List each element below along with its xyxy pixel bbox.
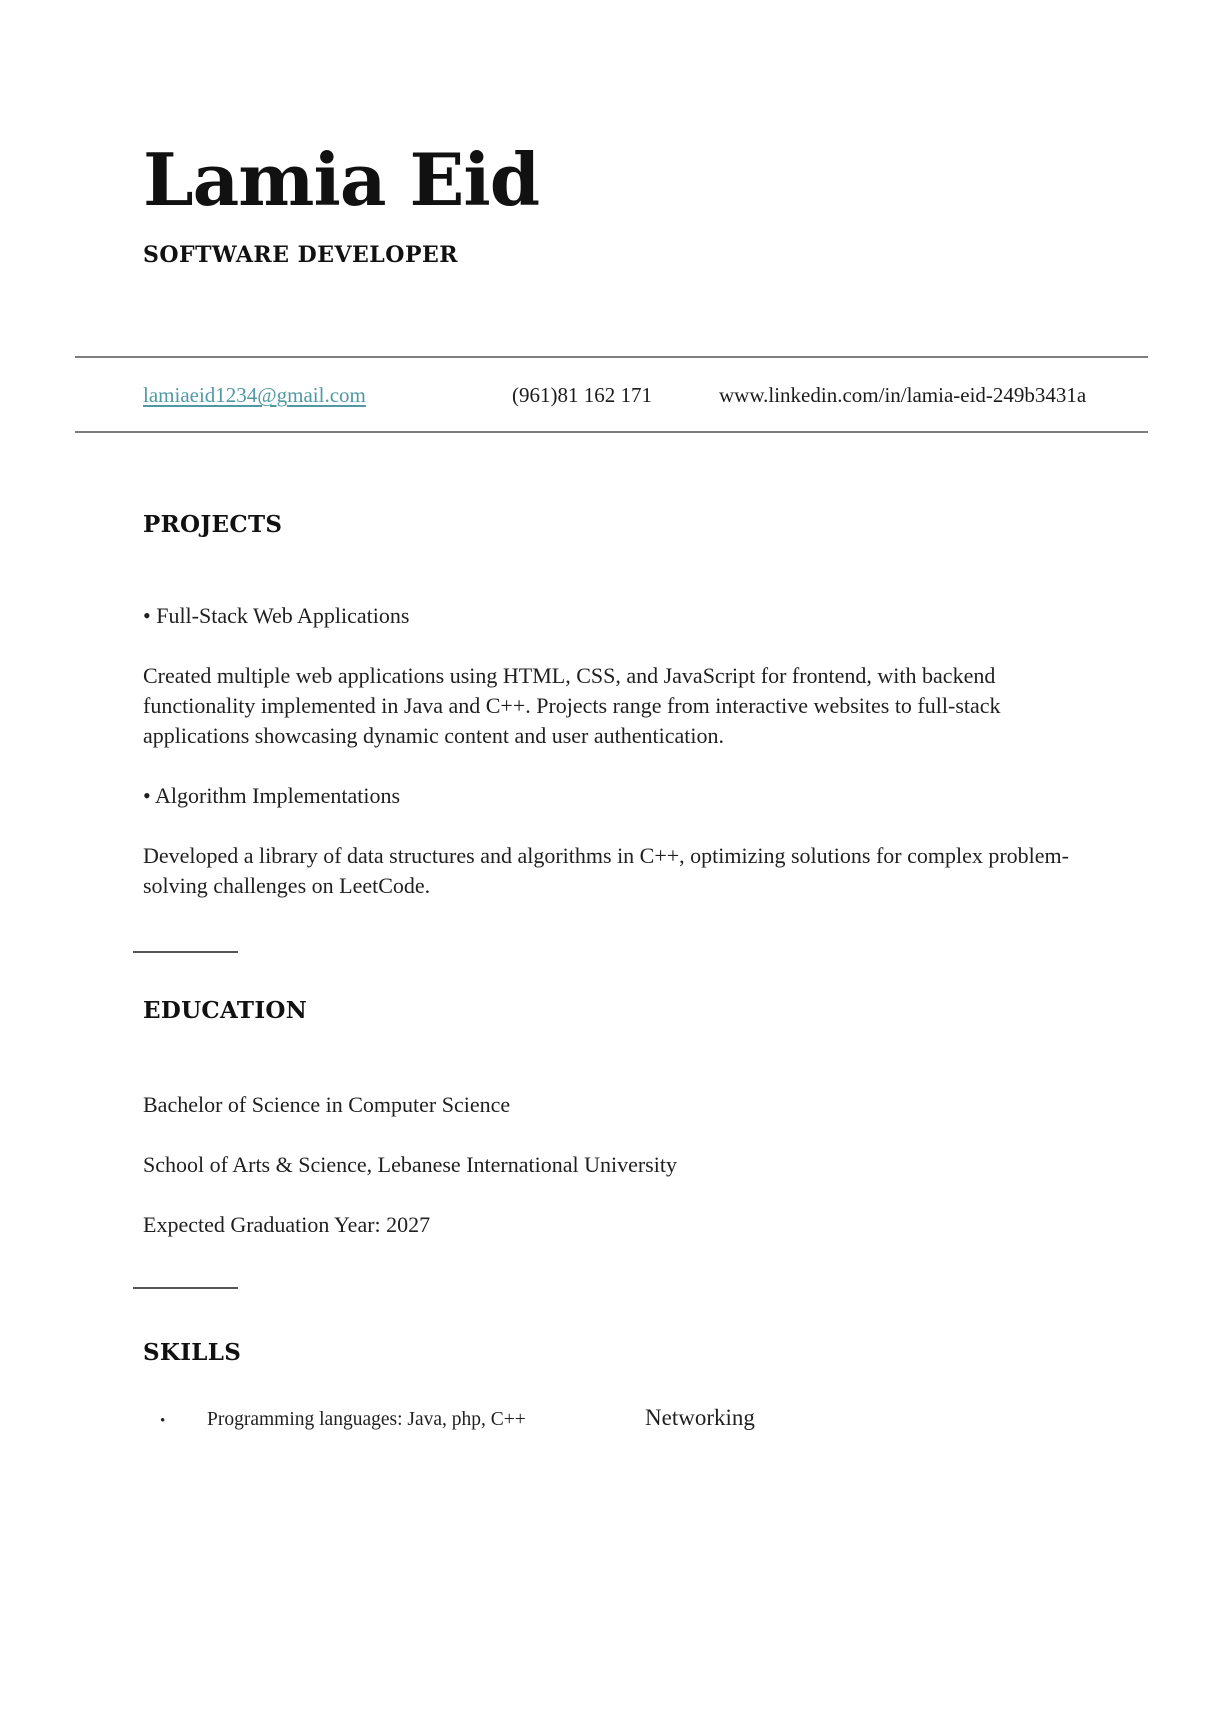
- contact-divider-top: [75, 356, 1148, 358]
- project-description: Developed a library of data structures and algorithms in C++, optimizing solutions for complex problem-solving challenges on LeetCode.: [143, 843, 1069, 899]
- linkedin-url: www.linkedin.com/in/lamia-eid-249b3431a: [719, 383, 1087, 408]
- email-link[interactable]: lamiaeid1234@gmail.com: [143, 383, 366, 408]
- projects-heading: PROJECTS: [143, 511, 283, 539]
- project-title: • Full-Stack Web Applications: [143, 603, 410, 629]
- bullet-icon: •: [160, 1413, 166, 1430]
- education-degree: Bachelor of Science in Computer Science: [143, 1092, 511, 1118]
- education-graduation-year: Expected Graduation Year: 2027: [143, 1212, 431, 1238]
- person-name: Lamia Eid: [143, 137, 540, 222]
- skills-row: [160, 1405, 1224, 1431]
- project-title: • Algorithm Implementations: [143, 783, 401, 809]
- education-heading: EDUCATION: [143, 997, 308, 1025]
- resume-page: [0, 137, 1224, 1726]
- person-job-title: SOFTWARE DEVELOPER: [143, 242, 459, 269]
- contact-row: [143, 383, 1224, 411]
- section-divider: [133, 951, 238, 953]
- project-description: Created multiple web applications using HTML, CSS, and JavaScript for frontend, with backend functionality implemented in Java and C++. Projects range from interactive websites to full-stack applications showcasing dynamic content and user authentication.: [143, 663, 1001, 749]
- skills-heading: SKILLS: [143, 1339, 242, 1367]
- education-school: School of Arts & Science, Lebanese International University: [143, 1152, 677, 1178]
- section-divider: [133, 1287, 238, 1289]
- phone-number: (961)81 162 171: [512, 383, 652, 408]
- skill-item-networking: Networking: [645, 1405, 755, 1431]
- skill-item-programming-languages: Programming languages: Java, php, C++: [207, 1409, 526, 1431]
- contact-divider-bottom: [75, 431, 1148, 433]
